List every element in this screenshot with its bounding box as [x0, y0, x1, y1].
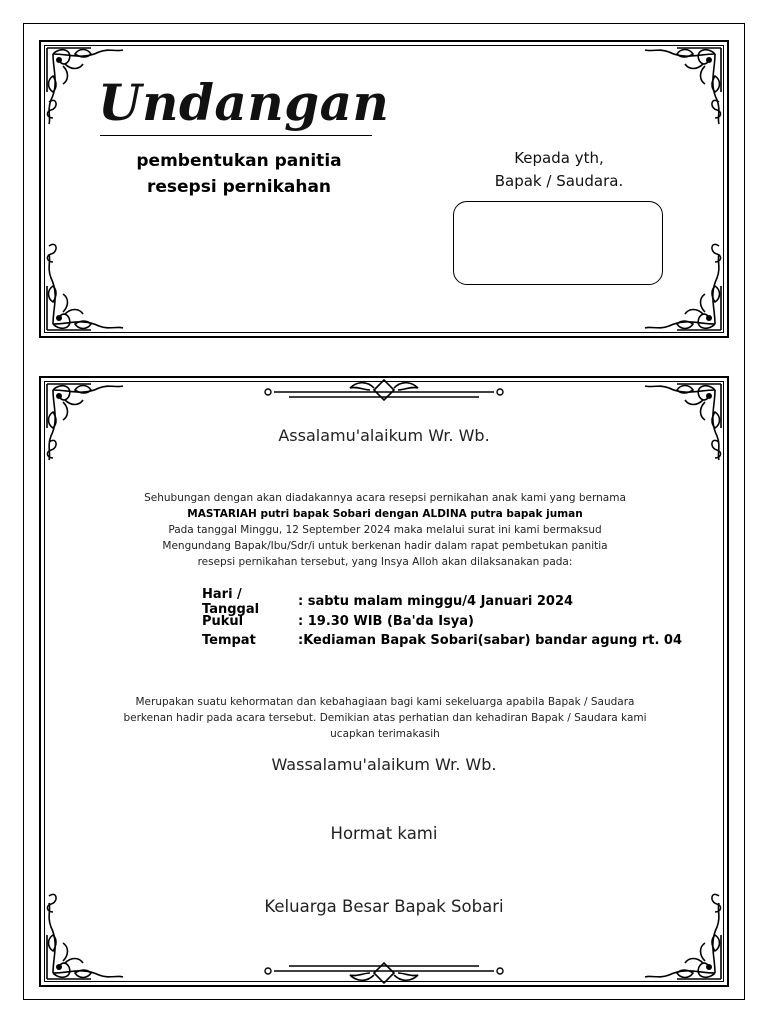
- invitation-subtitle: pembentukan panitia resepsi pernikahan: [136, 151, 342, 197]
- detail-value: :Kediaman Bapak Sobari(sabar) bandar agung rt. 04: [298, 633, 683, 649]
- invitation-letter: [39, 376, 729, 987]
- detail-value: : 19.30 WIB (Ba'da Isya): [298, 613, 474, 629]
- addressee-block: [470, 147, 648, 193]
- side-curl: [47, 244, 56, 262]
- corner-ornament: [47, 254, 123, 330]
- outro-line-1: Merupakan suatu kehormatan dan kebahagiaan bagi kami sekeluarga apabila Bapak / Saudara: [135, 696, 635, 708]
- detail-row-date: [202, 586, 682, 617]
- bottom-flourish: [265, 963, 503, 983]
- intro-line-5: resepsi pernikahan tersebut, yang Insya Alloh akan dilaksanakan pada:: [197, 556, 573, 568]
- invitation-title: Undangan: [98, 73, 390, 132]
- detail-row-time: [202, 612, 682, 632]
- outro-paragraph: [100, 694, 670, 742]
- detail-row-place: [202, 631, 682, 651]
- intro-paragraph: [100, 490, 670, 570]
- signature: Keluarga Besar Bapak Sobari: [264, 897, 504, 916]
- top-flourish: [265, 380, 503, 400]
- corner-ornament: [645, 384, 721, 460]
- intro-line-1: Sehubungan dengan akan diadakannya acara resepsi pernikahan anak kami yang bernama: [144, 492, 626, 504]
- corner-ornament: [645, 48, 721, 124]
- event-details: [202, 586, 683, 651]
- intro-line-3: Pada tanggal Minggu, 12 September 2024 maka melalui surat ini kami bermaksud: [168, 524, 602, 536]
- farewell: Wassalamu'alaikum Wr. Wb.: [271, 755, 497, 774]
- detail-label: Pukul: [202, 613, 244, 629]
- outro-line-2: berkenan hadir pada acara tersebut. Demikian atas perhatian dan kehadiran Bapak / Saudara kami: [123, 712, 647, 724]
- title-underline: [100, 135, 372, 136]
- couple-names: MASTARIAH putri bapak Sobari dengan ALDINA putra bapak juman: [187, 508, 583, 520]
- addressee-line-2: Bapak / Saudara.: [494, 172, 624, 190]
- side-curl: [712, 244, 721, 262]
- outro-line-3: ucapkan terimakasih: [330, 728, 440, 740]
- letter-ornament-border: [39, 376, 729, 987]
- greeting: Assalamu'alaikum Wr. Wb.: [278, 426, 490, 445]
- addressee-line-1: Kepada yth,: [514, 149, 604, 167]
- corner-ornament: [47, 384, 123, 460]
- detail-value: : sabtu malam minggu/4 Januari 2024: [298, 594, 574, 610]
- regards: Hormat kami: [330, 824, 438, 843]
- detail-label: Tempat: [202, 633, 256, 649]
- intro-line-4: Mengundang Bapak/Ibu/Sdr/i untuk berkenan hadir dalam rapat pembetukan panitia: [162, 540, 608, 552]
- detail-label: Hari / Tanggal: [202, 586, 260, 617]
- address-box: [453, 201, 663, 285]
